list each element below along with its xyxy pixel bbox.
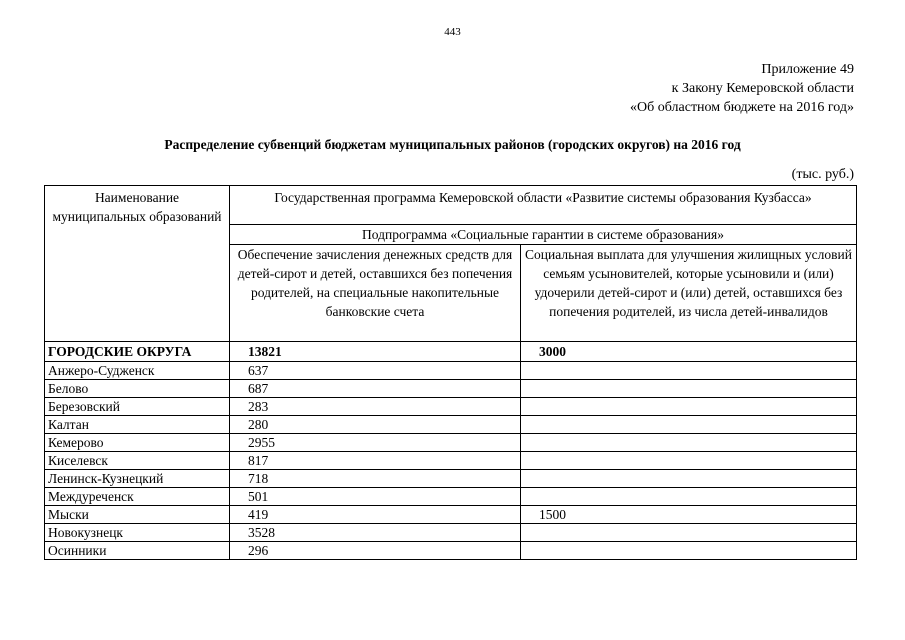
housing-value-cell xyxy=(521,434,857,452)
header-subprogram: Подпрограмма «Социальные гарантии в системе образования» xyxy=(230,225,857,245)
deposit-value-cell: 817 xyxy=(230,452,521,470)
header-column-housing-payment: Социальная выплата для улучшения жилищных условий семьям усыновителей, которые усыновили и (или) удочерили детей-сирот и (или) детей, оставшихся без попечения родителей, из числа детей-инвалидов xyxy=(521,245,857,342)
header-state-program: Государственная программа Кемеровской области «Развитие системы образования Кузбасса» xyxy=(230,186,857,225)
municipality-cell: Калтан xyxy=(45,416,230,434)
table-row xyxy=(45,488,857,506)
municipality-cell: ГОРОДСКИЕ ОКРУГА xyxy=(45,342,230,362)
document-title: Распределение субвенций бюджетам муниципальных районов (городских округов) на 2016 год xyxy=(164,137,741,152)
municipality-cell: Ленинск-Кузнецкий xyxy=(45,470,230,488)
table-row xyxy=(45,398,857,416)
municipality-cell: Мыски xyxy=(45,506,230,524)
housing-value-cell xyxy=(521,488,857,506)
appendix-line-3: «Об областном бюджете на 2016 год» xyxy=(630,100,854,115)
deposit-value-cell: 637 xyxy=(230,362,521,380)
municipality-cell: Белово xyxy=(45,380,230,398)
deposit-value-cell: 296 xyxy=(230,542,521,560)
deposit-value-cell: 280 xyxy=(230,416,521,434)
municipality-cell: Осинники xyxy=(45,542,230,560)
table-row xyxy=(45,470,857,488)
deposit-value-cell: 687 xyxy=(230,380,521,398)
header-column-deposits: Обеспечение зачисления денежных средств для детей-сирот и детей, оставшихся без попечения родителей, на специальные накопительные банковские счета xyxy=(230,245,521,342)
housing-value-cell xyxy=(521,542,857,560)
table-body xyxy=(45,342,857,560)
municipality-cell: Междуреченск xyxy=(45,488,230,506)
deposit-value-cell: 13821 xyxy=(230,342,521,362)
table-row xyxy=(45,416,857,434)
table-row xyxy=(45,542,857,560)
deposit-value-cell: 3528 xyxy=(230,524,521,542)
housing-value-cell: 1500 xyxy=(521,506,857,524)
housing-value-cell: 3000 xyxy=(521,342,857,362)
housing-value-cell xyxy=(521,524,857,542)
municipality-cell: Анжеро-Судженск xyxy=(45,362,230,380)
municipality-cell: Березовский xyxy=(45,398,230,416)
table-row xyxy=(45,524,857,542)
municipality-cell: Кемерово xyxy=(45,434,230,452)
appendix-header xyxy=(630,60,854,117)
deposit-value-cell: 419 xyxy=(230,506,521,524)
deposit-value-cell: 2955 xyxy=(230,434,521,452)
municipality-cell: Новокузнецк xyxy=(45,524,230,542)
housing-value-cell xyxy=(521,362,857,380)
subvention-table xyxy=(44,185,857,560)
deposit-value-cell: 501 xyxy=(230,488,521,506)
deposit-value-cell: 718 xyxy=(230,470,521,488)
housing-value-cell xyxy=(521,470,857,488)
housing-value-cell xyxy=(521,380,857,398)
header-municipality: Наименование муниципальных образований xyxy=(45,186,230,342)
appendix-line-1: Приложение 49 xyxy=(761,62,854,77)
housing-value-cell xyxy=(521,452,857,470)
table-row xyxy=(45,362,857,380)
housing-value-cell xyxy=(521,416,857,434)
deposit-value-cell: 283 xyxy=(230,398,521,416)
table-row xyxy=(45,452,857,470)
table-row xyxy=(45,434,857,452)
table-row-total xyxy=(45,342,857,362)
header-row-program xyxy=(45,186,857,225)
units-label: (тыс. руб.) xyxy=(791,167,854,182)
appendix-line-2: к Закону Кемеровской области xyxy=(671,81,854,96)
table-row xyxy=(45,506,857,524)
table-row xyxy=(45,380,857,398)
housing-value-cell xyxy=(521,398,857,416)
page-number: 443 xyxy=(444,26,461,38)
municipality-cell: Киселевск xyxy=(45,452,230,470)
